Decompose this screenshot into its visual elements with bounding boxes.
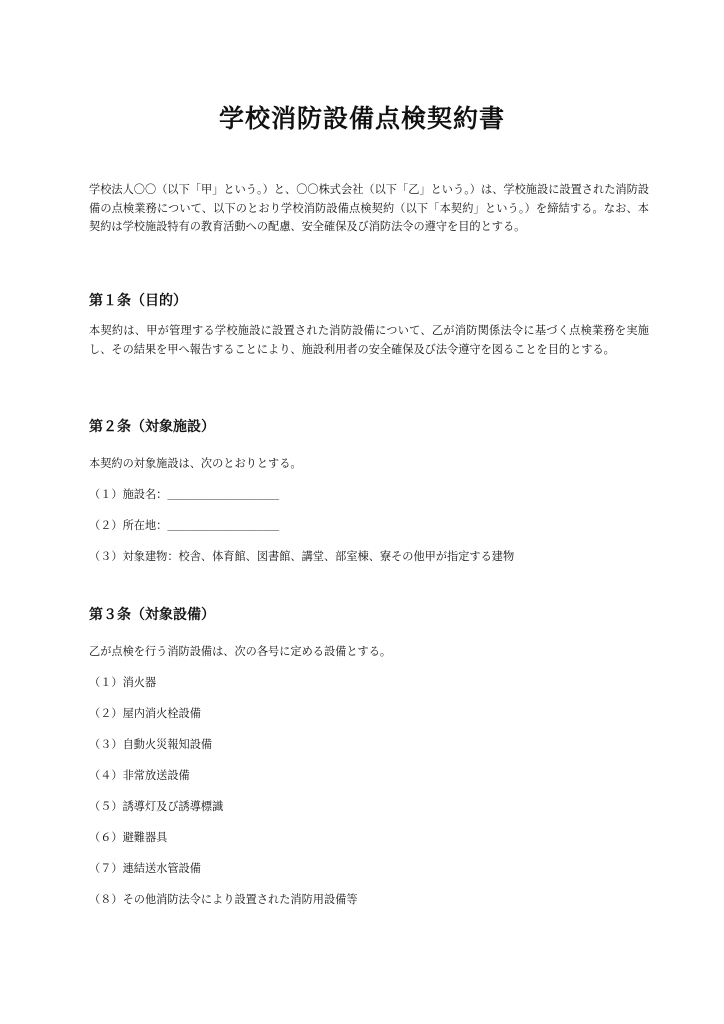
article-3-item: （７）連結送水管設備 [89,862,201,875]
article-2-item: （２）所在地：＿＿＿＿＿＿＿＿＿＿ [89,519,280,532]
article-3-heading: 第３条（対象設備） [89,607,215,623]
intro-paragraph: 学校法人〇〇（以下「甲」という。）と、〇〇株式会社（以下「乙」という。）は、学校施設に設置された消防設備の点検業務について、以下のとおり学校消防設備点検契約（以下「本契約」という。）を締結する。なお、本契約は学校施設特有の教育活動への配慮、安全確保及び消防法令の遵守を目的とする。 [89,183,649,233]
article-3-item: （８）その他消防法令により設置された消防用設備等 [89,893,358,906]
article-2-item: （１）施設名：＿＿＿＿＿＿＿＿＿＿ [89,488,280,501]
article-3-item: （２）屋内消火栓設備 [89,707,201,720]
article-3-item: （１）消火器 [89,676,157,689]
article-2-item: （３）対象建物：校舎、体育館、図書館、講堂、部室棟、寮その他甲が指定する建物 [89,550,515,563]
article-3-body: 乙が点検を行う消防設備は、次の各号に定める設備とする。 [89,645,392,658]
article-3-item: （４）非常放送設備 [89,769,190,782]
article-2-body: 本契約の対象施設は、次のとおりとする。 [89,457,302,470]
article-1-body: 本契約は、甲が管理する学校施設に設置された消防設備について、乙が消防関係法令に基づく点検業務を実施し、その結果を甲へ報告することにより、施設利用者の安全確保及び法令遵守を図ることを目的とする。 [89,324,649,356]
article-3-item: （５）誘導灯及び誘導標識 [89,800,224,813]
article-3-item: （３）自動火災報知設備 [89,738,213,751]
document-title: 学校消防設備点検契約書 [218,104,505,133]
article-3-item: （６）避難器具 [89,831,168,844]
article-2-heading: 第２条（対象施設） [89,419,215,435]
article-1-heading: 第１条（目的） [89,293,187,309]
